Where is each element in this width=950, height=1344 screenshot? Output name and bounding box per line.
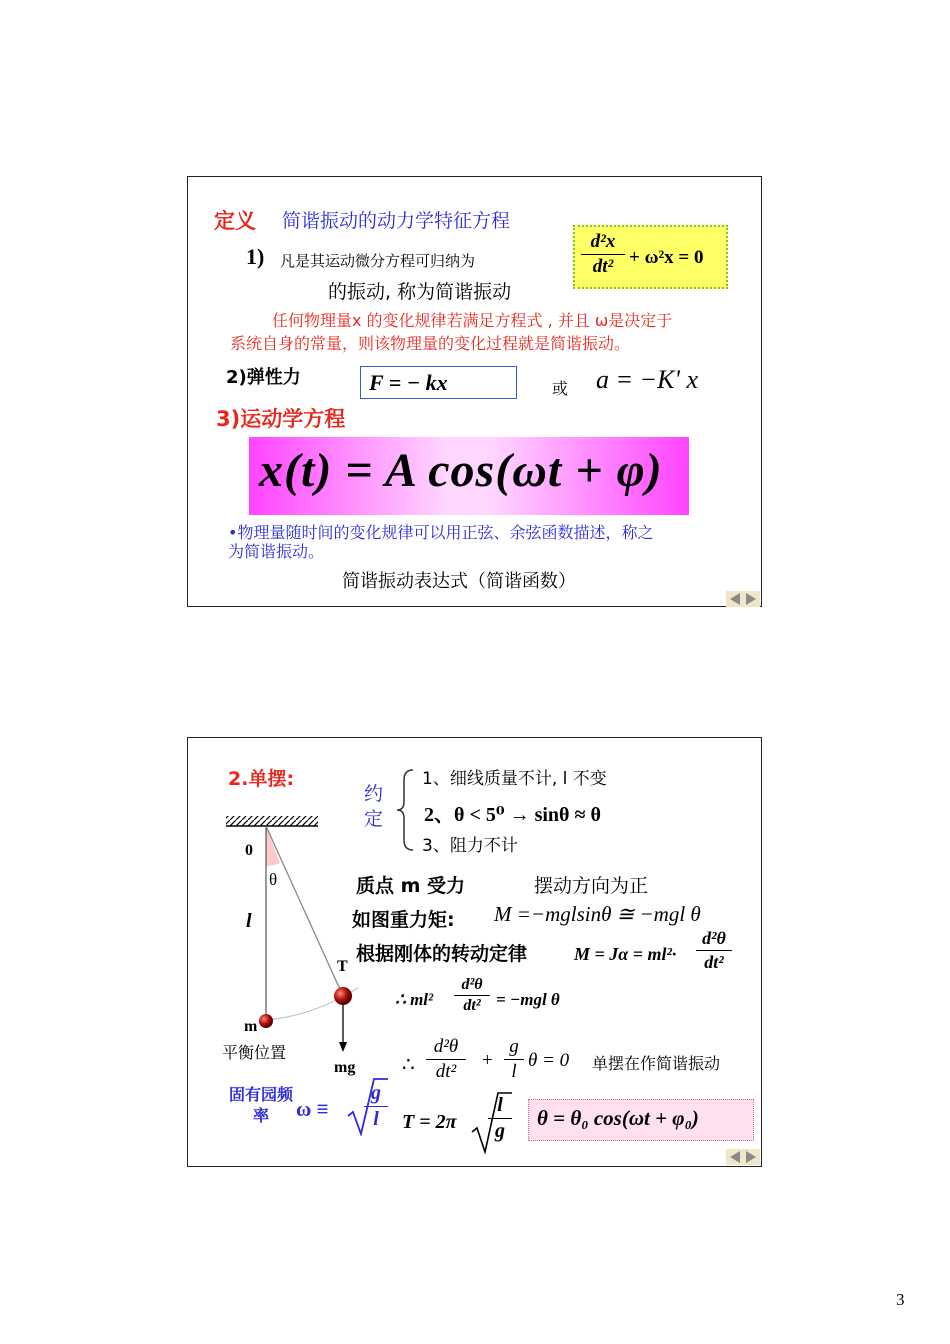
expression-caption: 简谐振动表达式（简谐函数） bbox=[342, 571, 576, 592]
force-text: 质点 m 受力 bbox=[356, 875, 466, 897]
period-prefix: T = 2π bbox=[402, 1111, 457, 1133]
eq1-denominator: dt² bbox=[592, 256, 614, 277]
bullet-line1: •物理量随时间的变化规律可以用正弦、余弦函数描述，称之 bbox=[228, 523, 654, 542]
solution-box bbox=[528, 1099, 754, 1141]
rotation-law-denominator: dt² bbox=[704, 952, 724, 972]
item2-label: 2)弹性力 bbox=[226, 367, 301, 388]
prev-next-arrows-icon[interactable] bbox=[726, 591, 760, 607]
pivot-label: 0 bbox=[245, 842, 253, 859]
kinematic-formula: x(t) = A cos(ωt + φ) bbox=[259, 444, 663, 497]
equation-b-denominator-1: dt² bbox=[435, 1061, 457, 1082]
condition-3: 3、阻力不计 bbox=[422, 836, 518, 856]
rotation-law-formula: M = Jα = ml²· bbox=[574, 944, 677, 964]
or-text: 或 bbox=[552, 379, 569, 398]
slide-2 bbox=[187, 737, 762, 1167]
omega-formula: ω ≡ bbox=[296, 1097, 329, 1121]
slide-nav bbox=[726, 591, 760, 607]
prev-next-arrows-icon-2[interactable] bbox=[726, 1149, 760, 1165]
equilibrium-label: 平衡位置 bbox=[222, 1043, 287, 1062]
period-numerator: l bbox=[497, 1094, 503, 1116]
mass-label: m bbox=[244, 1018, 258, 1035]
definition-label: 定义 bbox=[214, 209, 256, 233]
eq1-numerator: d²x bbox=[590, 231, 616, 252]
ceiling-hatch bbox=[226, 816, 318, 826]
length-label: l bbox=[246, 910, 252, 932]
item3-label: 3)运动学方程 bbox=[216, 407, 346, 431]
elastic-force-formula: F = − kx bbox=[369, 370, 448, 395]
item1-text: 凡是其运动微分方程可归纳为 bbox=[280, 252, 476, 270]
eq1-rest: + ω²x = 0 bbox=[629, 247, 704, 268]
solution-formula: θ = θ₀ cos(ωt + φ₀) bbox=[537, 1106, 699, 1130]
omega-fraction bbox=[364, 1082, 388, 1131]
torque-formula: M =−mglsinθ ≅ −mgl θ bbox=[494, 902, 701, 926]
equation-a-right: = −mgl θ bbox=[496, 990, 560, 1009]
convention-label-1: 约 bbox=[364, 783, 384, 805]
natural-frequency-label: 固有园频率 bbox=[228, 1085, 293, 1125]
equation-b-denominator-2: l bbox=[511, 1061, 517, 1082]
equation-b-numerator-1: d²θ bbox=[433, 1036, 459, 1057]
bullet-line2: 为简谐振动。 bbox=[228, 542, 325, 561]
weight-label: mg bbox=[334, 1059, 356, 1076]
tension-label: T bbox=[337, 958, 348, 975]
equation-b-fraction-2 bbox=[504, 1036, 524, 1083]
rotation-law-label: 根据刚体的转动定律 bbox=[356, 943, 528, 965]
pendulum-bob bbox=[334, 987, 352, 1005]
rotation-law-numerator: d²θ bbox=[702, 928, 726, 948]
equation-a-denominator: dt² bbox=[463, 997, 481, 1014]
page-number: 3 bbox=[896, 1290, 905, 1309]
rotation-law-fraction bbox=[696, 928, 732, 973]
definition-title: 简谐振动的动力学特征方程 bbox=[282, 210, 511, 232]
kinematic-equation-band bbox=[249, 437, 689, 515]
brace-icon bbox=[395, 768, 415, 852]
omega-denominator: l bbox=[373, 1108, 379, 1130]
pendulum-string bbox=[266, 826, 343, 996]
item1-continuation: 的振动, 称为简谐振动 bbox=[328, 281, 512, 303]
differential-equation-box bbox=[573, 225, 728, 289]
convention-label-2: 定 bbox=[364, 808, 384, 830]
period-fraction bbox=[488, 1094, 512, 1143]
equation-b-prefix: ∴ bbox=[402, 1054, 415, 1076]
slide-nav-2 bbox=[726, 1149, 760, 1165]
elastic-force-box bbox=[360, 366, 517, 399]
angle-label: θ bbox=[269, 870, 278, 889]
equation-a-numerator: d²θ bbox=[461, 976, 483, 993]
period-denominator: g bbox=[495, 1120, 505, 1142]
item1-number: 1) bbox=[246, 244, 265, 269]
equation-a-left: ∴ ml² bbox=[395, 990, 434, 1009]
direction-text: 摆动方向为正 bbox=[534, 875, 649, 897]
condition-1: 1、细线质量不计, l 不变 bbox=[422, 769, 607, 789]
equation-b-rest: θ = 0 bbox=[528, 1050, 570, 1071]
equation-b-plus: + bbox=[482, 1050, 493, 1071]
torque-label: 如图重力矩: bbox=[352, 909, 455, 931]
slide-1 bbox=[187, 176, 762, 607]
eq1-fraction bbox=[581, 231, 625, 278]
alternative-formula: a = −K' x bbox=[596, 365, 699, 394]
equation-b-numerator-2: g bbox=[509, 1036, 519, 1057]
note1-line2: 系统自身的常量，则该物理量的变化过程就是简谐振动。 bbox=[230, 334, 631, 353]
equation-b-fraction-1 bbox=[426, 1036, 466, 1083]
omega-numerator: g bbox=[371, 1082, 381, 1104]
equation-a-fraction bbox=[454, 976, 490, 1015]
pendulum-title: 2.单摆: bbox=[228, 768, 295, 790]
equilibrium-bob bbox=[259, 1014, 273, 1028]
note1-line1: 任何物理量x 的变化规律若满足方程式 , 并且 ω是决定于 bbox=[272, 311, 673, 330]
condition-2: 2、θ < 5⁰ → sinθ ≈ θ bbox=[424, 804, 601, 826]
shm-note: 单摆在作简谐振动 bbox=[592, 1054, 721, 1073]
